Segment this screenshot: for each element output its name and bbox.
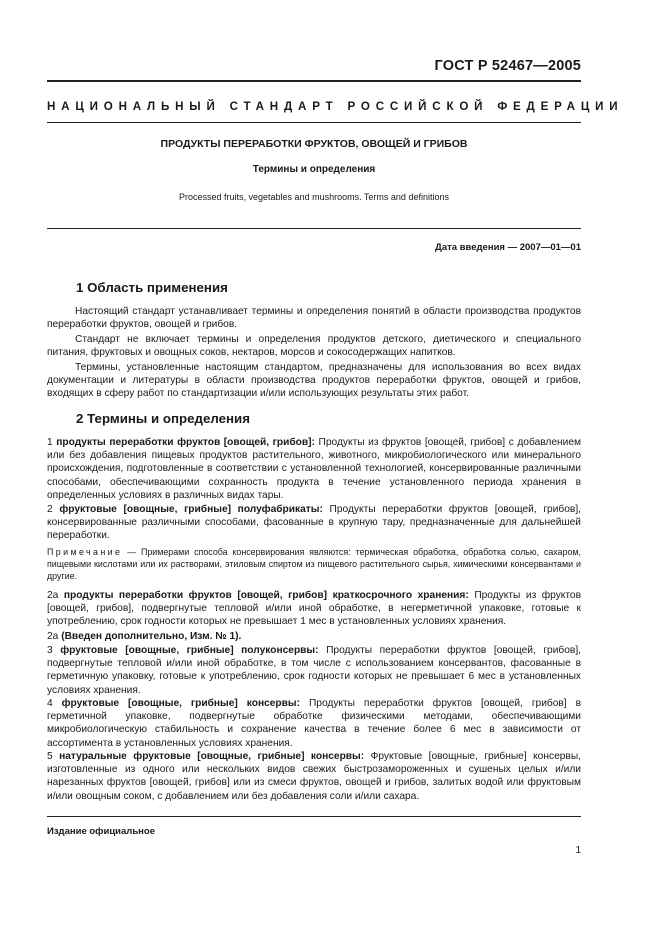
term-number: 1 [47,437,53,448]
term-number: 2а [47,590,59,601]
term-number: 5 [47,751,53,762]
term-number: 2 [47,504,53,515]
term-definition: Продукты из фруктов [овощей, грибов] с добавлением или без добавления пищевых продуктов растительного, животного, микробиологического или минерального происхождения, подготовленные в соответствии с установленной технологией, консервированные различными способами, обеспечивающими сохранность продукта в течение установленного периода хранения в определенных условиях в различных видах тары. [47,437,582,501]
term-entry [47,436,581,502]
term-name: натуральные фруктовые [овощные, грибные] консервы: [59,751,365,762]
english-title: Processed fruits, vegetables and mushrooms. Terms and definitions [179,192,449,202]
term-name: продукты переработки фруктов [овощей, грибов]: [56,437,315,448]
gost-code: ГОСТ Р 52467—2005 [434,58,581,74]
term-definition: Продукты переработки фруктов [овощей, грибов], подвергнутые тепловой и/или иной обработке, в том числе с использованием консервантов, фасованные в герметичную упаковку, готовые к употреблению, срок годности которых не превышает 6 мес в установленных условиях хранения. [47,645,581,696]
document-title: ПРОДУКТЫ ПЕРЕРАБОТКИ ФРУКТОВ, ОВОЩЕЙ И ГРИБОВ [160,138,468,150]
term-name: фруктовые [овощные, грибные] полуфабрикаты: [59,504,323,515]
note-label: Примечание [47,547,123,557]
amendment-text: (Введен дополнительно, Изм. № 1). [61,631,242,642]
note [47,546,581,582]
section-2-heading: 2 Термины и определения [76,411,250,426]
term-entry [47,750,581,803]
introduction-date: Дата введения — 2007—01—01 [435,242,581,253]
term-entry [47,589,581,629]
term-number: 4 [47,698,53,709]
term-definition: Фруктовые [овощные, грибные] консервы, изготовленные из одного или нескольких видов свежих быстрозамороженных и сушеных целых и/или нарезанных фруктов [овощей, грибов] или из смеси фруктов, овощей и грибов, залитых водой или фруктовым и/или овощным соком, с добавлением или без добавления соли и/или сахара. [47,751,581,802]
section-1-paragraph: Термины, установленные настоящим стандартом, предназначены для использования во всех видах документации и литературы в области производства продуктов переработки фруктов, овощей и грибов, входящих в сферу работ по стандартизации и/или использующих результаты этих работ. [47,362,581,400]
term-entry [47,644,581,697]
page-number: 1 [575,845,581,856]
term-entry [47,503,581,543]
header-rule-bottom [47,122,581,123]
section-1-paragraph: Стандарт не включает термины и определения продуктов детского, диетического и специального питания, фруктовых и овощных соков, нектаров, морсов и сокосодержащих напитков. [47,334,581,359]
term-definition: Продукты переработки фруктов [овощей, грибов], консервированные различными способами, фасованные в крупную тару, предназначенные для дальнейшей переработки. [47,504,581,542]
title-rule [47,228,581,229]
term-name: фруктовые [овощные, грибные] консервы: [61,698,301,709]
term-definition: Продукты переработки фруктов [овощей, грибов] в герметичной упаковке, подвергнутые обработке физическими методами, обеспечивающими микробиологическую стабильность и сохранение качества в течение более 6 мес в зависимости от ассортимента в установленных условиях хранения. [47,698,581,749]
term-name: продукты переработки фруктов [овощей, грибов] краткосрочного хранения: [63,590,469,601]
term-number: 3 [47,645,53,656]
header-rule-top [47,80,581,82]
note-text: — Примерами способа консервирования являются: термическая обработка, обработка солью, сахаром, пищевыми кислотами или их растворами, этиловым спиртом из пищевого растительного сырья, химическими консервантами и другие. [47,547,582,581]
official-edition-label: Издание официальное [47,826,155,837]
section-1-paragraph: Настоящий стандарт устанавливает термины и определения понятий в области производства продуктов переработки фруктов, овощей и грибов. [47,306,581,331]
section-1-heading: 1 Область применения [76,280,228,295]
document-subtitle: Термины и определения [252,164,376,175]
term-number: 2а [47,631,59,642]
term-entry [47,697,581,750]
amendment-note [47,630,581,643]
standard-title: НАЦИОНАЛЬНЫЙ СТАНДАРТ РОССИЙСКОЙ ФЕДЕРАЦИИ [47,100,624,113]
term-definition: Продукты из фруктов [овощей, грибов], подвергнутые тепловой и/или иной обработке, в негерметичной упаковке, готовые к употреблению, срок годности которых не превышает 1 мес в установленных условиях хранения. [47,590,581,628]
footer-rule [47,816,581,817]
term-name: фруктовые [овощные, грибные] полуконсервы: [60,645,319,656]
